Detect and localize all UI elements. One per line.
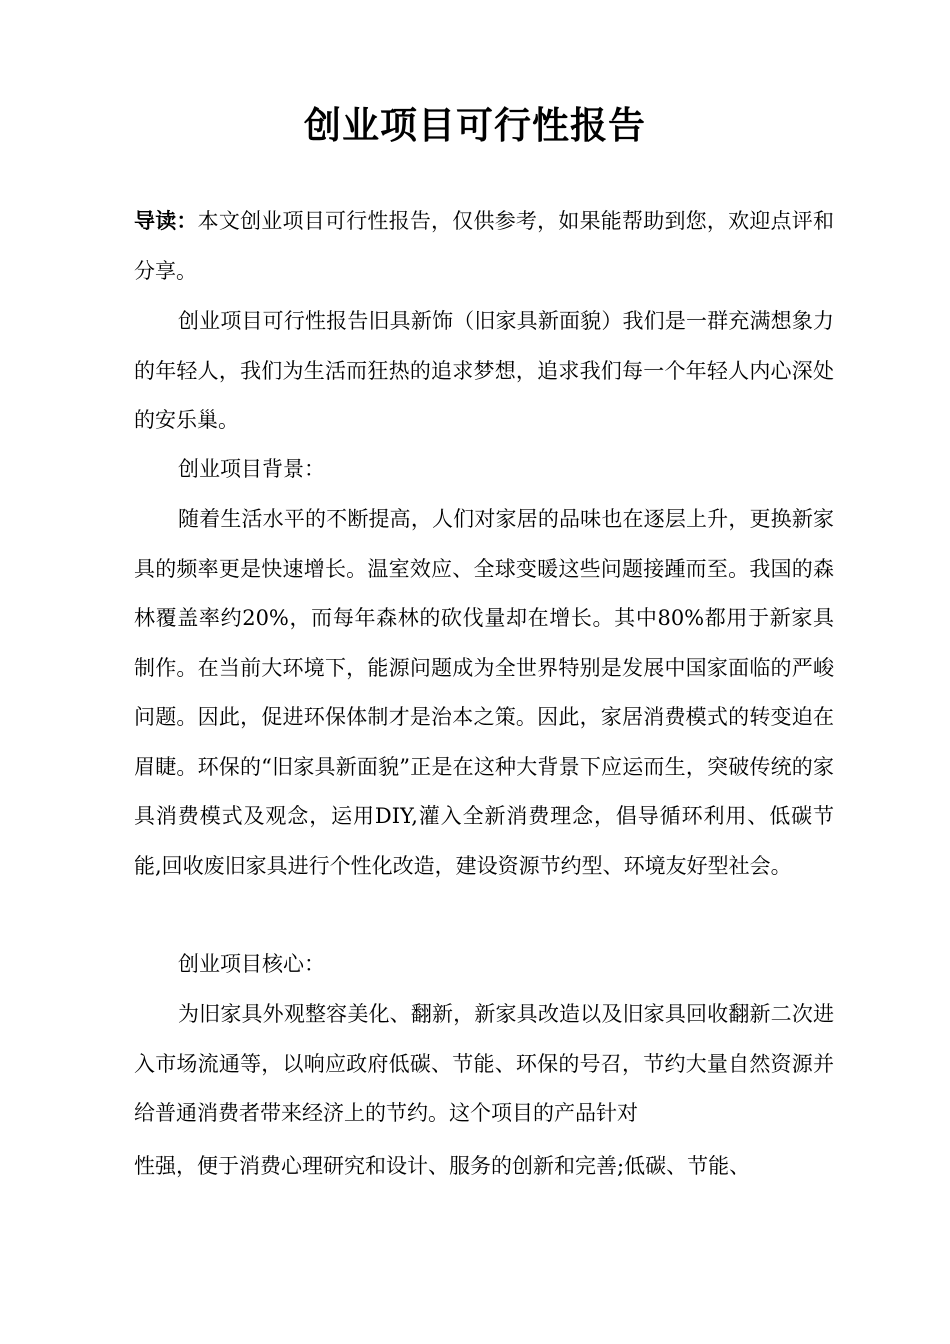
intro-paragraph: 创业项目可行性报告旧具新饰（旧家具新面貌）我们是一群充满想象力的年轻人，我们为生活而狂热的追求梦想，追求我们每一个年轻人内心深处的安乐巢。: [134, 309, 834, 432]
trailing-line: 性强，便于消费心理研究和设计、服务的创新和完善;低碳、节能、: [134, 1154, 751, 1178]
document-title: 创业项目可行性报告: [304, 104, 646, 147]
background-paragraph: 随着生活水平的不断提高，人们对家居的品味也在逐层上升，更换新家具的频率更是快速增长。温室效应、全球变暖这些问题接踵而至。我国的森林覆盖率约20%，而每年森林的砍伐量却在增长。其中80%都用于新家具制作。在当前大环境下，能源问题成为全世界特别是发展中国家面临的严峻问题。因此，促进环保体制才是治本之策。因此，家居消费模式的转变迫在眉睫。环保的“旧家具新面貌”正是在这种大背景下应运而生，突破传统的家具消费模式及观念，运用DIY,灌入全新消费理念，倡导循环利用、低碳节能,回收废旧家具进行个性化改造，建设资源节约型、环境友好型社会。: [134, 507, 834, 878]
core-paragraph: 为旧家具外观整容美化、翻新，新家具改造以及旧家具回收翻新二次进入市场流通等，以响应政府低碳、节能、环保的号召，节约大量自然资源并给普通消费者带来经济上的节约。这个项目的产品针对: [134, 1002, 834, 1125]
section-heading-core: 创业项目核心：: [178, 952, 325, 976]
section-heading-background: 创业项目背景：: [178, 457, 325, 481]
lead-paragraph: [134, 197, 834, 296]
lead-text: 本文创业项目可行性报告，仅供参考，如果能帮助到您，欢迎点评和分享。: [134, 209, 834, 283]
lead-label: 导读：: [134, 209, 198, 233]
